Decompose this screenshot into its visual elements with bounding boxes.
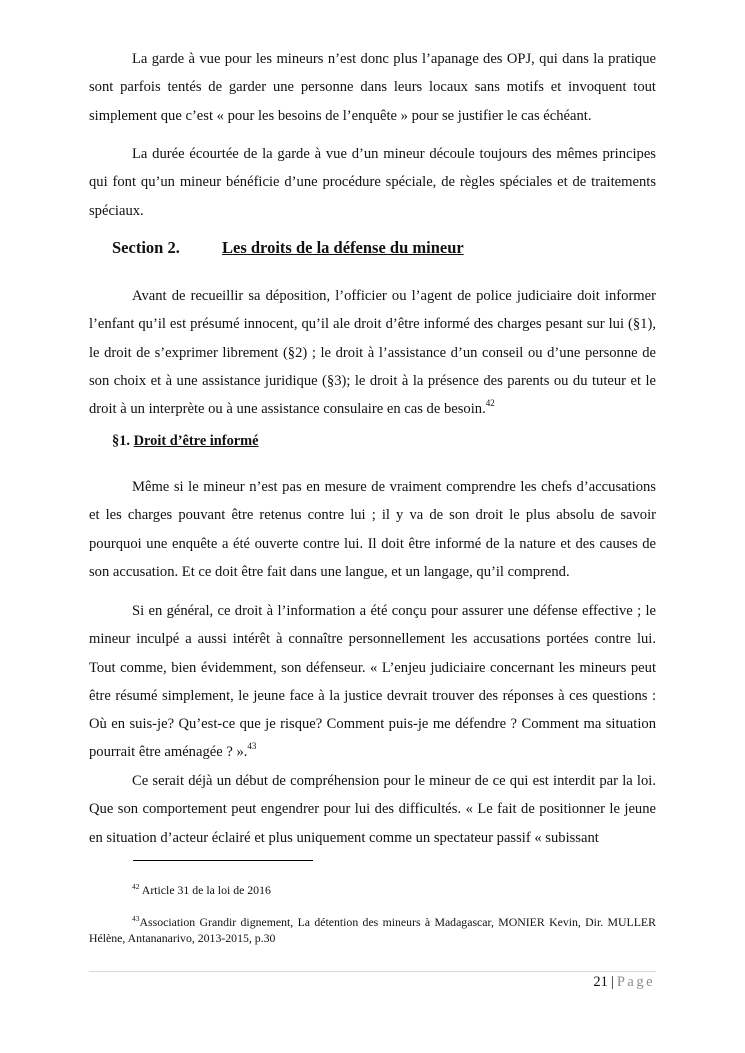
footnote-42 <box>89 882 656 898</box>
footnote-text: Article 31 de la loi de 2016 <box>139 883 271 897</box>
footnote-ref-42: 42 <box>485 398 495 409</box>
footnote-number: 43 <box>132 914 140 923</box>
footnote-text: Association Grandir dignement, La détention des mineurs à Madagascar, MONIER Kevin, Dir. MULLER Hélène, Antananarivo, 2013-2015, p.30 <box>89 915 656 945</box>
paragraph-section-intro: Avant de recueillir sa déposition, l’officier ou l’agent de police judiciaire doit informer l’enfant qu’il est présumé innocent, qu’il ale droit d’être informé des charges pesant sur lui (§1), le droit de s’exprimer librement (§2) ; le droit à l’assistance d’un conseil ou d’une personne de son choix et à une assistance juridique (§3); le droit à la présence des parents ou du tuteur et le droit à un interprète ou à une assistance consulaire en cas de besoin.$^{42}$ <box>89 288 656 418</box>
subsection-number: §1. <box>112 433 130 449</box>
page-number: 21 <box>593 974 608 990</box>
footnote-separator <box>133 860 313 861</box>
paragraph-body-2: Si en général, ce droit à l’information a été conçu pour assurer une défense effective ; le mineur inculpé a aussi intérêt à connaître personnellement les accusations portées contre lui. Tout comme, bien évidemment, son défenseur. « L’enjeu judiciaire concernant les mineurs peut être résumé simplement, le jeune face à la justice devrait trouver des réponses à ces questions : Où en suis-je? Qu’est-ce que je risque? Comment puis-je me défendre ? Comment ma situation pourrait être aménagée ? ».$^{43}$ <box>89 603 656 761</box>
footnote-43 <box>89 914 656 946</box>
subsection-heading <box>112 433 259 450</box>
footnote-ref-43: 43 <box>247 741 257 752</box>
footer-separator: | <box>610 974 614 990</box>
page-footer <box>593 974 655 991</box>
paragraph-garde-a-vue: La garde à vue pour les mineurs n’est donc plus l’apanage des OPJ, qui dans la pratique sont parfois tentés de garder une personne dans leurs locaux sans motifs et invoquent tout simplement que c’est « pour les besoins de l’enquête » pour se justifier le cas échéant. <box>89 51 656 124</box>
page-label: Page <box>616 974 655 990</box>
paragraph-body-1: Même si le mineur n’est pas en mesure de vraiment comprendre les chefs d’accusations et les charges pouvant être retenus contre lui ; il y va de son droit le plus absolu de savoir pourquoi une enquête a été ouverte contre lui. Il doit être informé de la nature et des causes de son accusation. Et ce doit être fait dans une langue, et un langage, qu’il comprend. <box>89 479 656 580</box>
section-number: Section 2. <box>112 238 180 257</box>
footer-divider <box>89 971 656 972</box>
paragraph-duree-ecourtee: La durée écourtée de la garde à vue d’un mineur découle toujours des mêmes principes qui font qu’un mineur bénéficie d’une procédure spéciale, de règles spéciales et de traitements spéciaux. <box>89 146 656 219</box>
paragraph-body-3: Ce serait déjà un début de compréhension pour le mineur de ce qui est interdit par la loi. Que son comportement peut engendrer pour lui des difficultés. « Le fait de positionner le jeune en situation d’acteur éclairé et plus uniquement comme un spectateur passif « subissant <box>89 773 656 846</box>
section-title: Les droits de la défense du mineur <box>222 238 464 257</box>
section-heading <box>112 238 464 258</box>
subsection-title: Droit d’être informé <box>133 433 259 449</box>
footnote-number: 42 <box>132 882 140 891</box>
